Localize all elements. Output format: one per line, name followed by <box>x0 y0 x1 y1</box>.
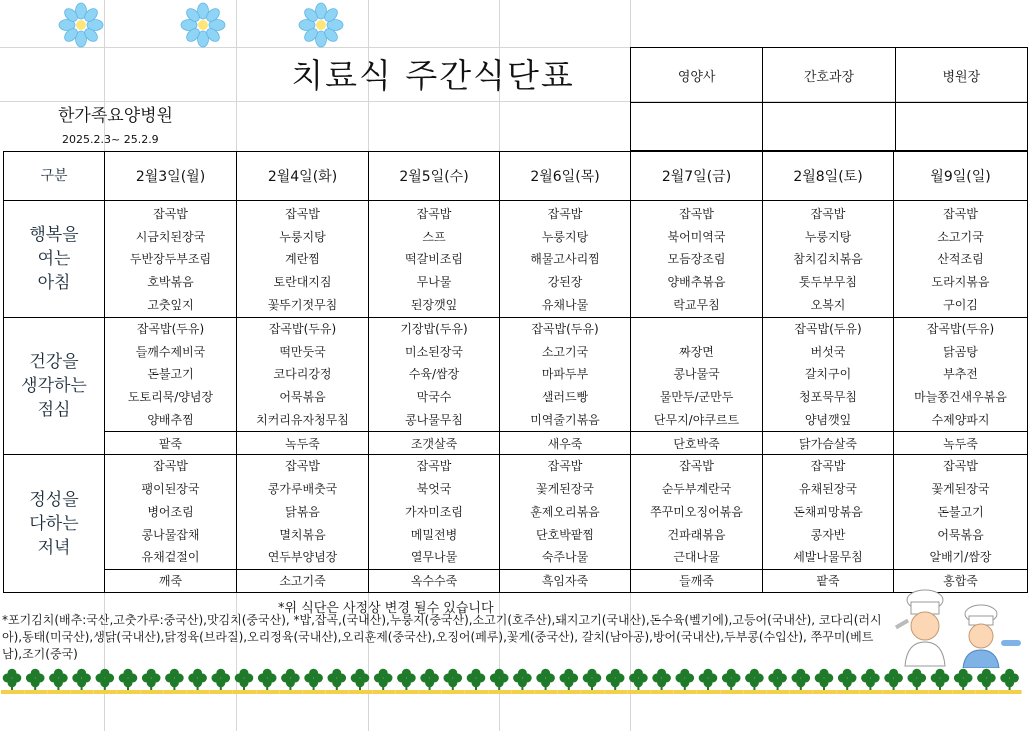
dish-item: 부추전 <box>943 367 978 382</box>
dish-item: 잡곡밥(두유) <box>531 322 599 336</box>
clover-border <box>0 664 1028 700</box>
clover-icon <box>94 669 117 694</box>
dish-item: 훈제오리볶음 <box>530 504 600 519</box>
dish-item: 순두부계란국 <box>661 482 732 497</box>
dish-item: 청포묵무침 <box>799 390 857 405</box>
approval-head-nurse: 간호과장 <box>763 48 895 103</box>
dish-item: 된장깻잎 <box>410 297 458 312</box>
meal-label-line: 행복을 <box>29 225 79 245</box>
meal-label-line: 여는 <box>37 249 71 269</box>
dish-item: 양배추찜 <box>147 412 194 427</box>
porridge-cell: 들깨죽 <box>631 569 763 592</box>
hospital-name: 한가족요양병원 <box>58 106 173 126</box>
clover-icon <box>372 669 395 694</box>
dish-item: 도토리묵/양념장 <box>127 390 214 405</box>
dish-item: 근대나물 <box>673 550 720 565</box>
flower-icon <box>296 2 346 48</box>
dish-item: 잡곡밥 <box>416 207 452 221</box>
dish-item: 북어미역국 <box>667 229 726 244</box>
dish-item: 톳두부무침 <box>799 275 857 290</box>
menu-cell <box>105 455 237 569</box>
porridge-cell: 녹두죽 <box>894 432 1028 455</box>
dish-item: 강된장 <box>547 275 583 290</box>
dish-item: 북엇국 <box>416 482 452 497</box>
approval-director: 병원장 <box>895 48 1027 103</box>
dish-item: 세발나물무침 <box>793 550 863 565</box>
clover-icon <box>1 669 24 694</box>
porridge-cell: 흑임자죽 <box>500 569 631 592</box>
menu-notice: *위 식단은 사정상 변경 될수 있습니다 <box>278 601 494 616</box>
clover-icon <box>883 669 906 694</box>
dish-item: 돈불고기 <box>147 367 194 382</box>
origin-info: *포기김치(배추:국산,고춧가루:중국산),맛김치(중국산), *밥,잡곡,(국내산),누룽지(중국산),소고기(호주산),돼지고기(국내산),돈수육(벨기에),고등어(국내산), 코다리(러시아),동태(미국산),생닭(국내산),닭정육(브라질),오리정육(국내산),오리훈제(중국산),오징어(페루),꽃게(중국산), 갈치(남아공),방어(국내산),두부콩(수입산), 쭈꾸미(베트남),조기(중국) <box>2 613 882 661</box>
dish-item: 코다리강정 <box>273 367 332 382</box>
dish-item: 짜장면 <box>679 344 714 359</box>
day-header: 2월6일(목) <box>500 152 631 201</box>
dish-item: 어묵볶음 <box>937 527 984 542</box>
clover-icon <box>697 669 720 694</box>
clover-icon <box>210 669 233 694</box>
menu-cell <box>631 201 763 318</box>
menu-cell <box>763 318 894 432</box>
dish-item: 돈채피망볶음 <box>793 504 863 519</box>
clover-icon <box>952 669 975 694</box>
meal-label-line: 건강을 <box>29 352 79 373</box>
dish-item: 팽이된장국 <box>141 482 200 497</box>
porridge-cell: 소고기죽 <box>237 569 369 592</box>
clover-icon <box>813 669 836 694</box>
dish-item: 연두부양념장 <box>267 550 338 565</box>
dish-item: 잡곡밥 <box>416 459 452 474</box>
menu-cell <box>105 318 237 432</box>
dish-item: 잡곡밥 <box>679 459 714 474</box>
dish-item: 잡곡밥 <box>679 207 714 221</box>
clover-icon <box>24 669 47 694</box>
clover-icon <box>465 669 488 694</box>
menu-cell <box>369 201 500 318</box>
dish-item: 건파래볶음 <box>667 527 726 542</box>
dish-item: 호박볶음 <box>147 275 194 290</box>
dish-item: 기장밥(두유) <box>400 322 468 336</box>
clover-icon <box>999 669 1022 694</box>
clover-icon <box>303 669 326 694</box>
dish-item: 소고기국 <box>541 344 589 359</box>
clover-icon <box>187 669 210 694</box>
lunch-porridge-row <box>4 432 1028 455</box>
dish-item: 잡곡밥 <box>285 207 320 221</box>
dish-item: 누룽지탕 <box>541 229 589 244</box>
signature-cell[interactable] <box>895 103 1027 151</box>
dish-item: 막국수 <box>416 390 452 405</box>
day-header: 2월8일(토) <box>763 152 894 201</box>
porridge-cell: 옥수수죽 <box>369 569 500 592</box>
dish-item: 잡곡밥 <box>943 459 978 474</box>
dish-item: 수제양파지 <box>931 412 990 427</box>
dish-item: 콩자반 <box>810 527 846 542</box>
dish-item: 잡곡밥 <box>547 459 583 474</box>
weekly-menu-table <box>3 151 1028 593</box>
page-title: 치료식 주간식단표 <box>291 56 575 95</box>
dish-item: 잡곡밥 <box>285 459 320 474</box>
dish-item: 고춧잎지 <box>147 297 194 312</box>
menu-cell <box>631 455 763 569</box>
dish-item: 물만두/군만두 <box>659 390 734 405</box>
day-header-row <box>4 152 1028 201</box>
dish-item: 단무지/야쿠르트 <box>653 412 740 427</box>
dish-item: 유채나물 <box>541 297 589 312</box>
dish-item: 잡곡밥(두유) <box>136 322 205 336</box>
menu-cell <box>894 201 1028 318</box>
meal-label-line: 생각하는 <box>21 376 87 397</box>
porridge-cell: 녹두죽 <box>237 432 369 455</box>
day-header: 월9일(일) <box>894 152 1028 201</box>
menu-cell <box>763 201 894 318</box>
signature-cell[interactable] <box>763 103 895 151</box>
dish-item: 구이김 <box>943 297 978 312</box>
clover-icon <box>790 669 813 694</box>
dish-item: 수육/쌈장 <box>408 367 460 382</box>
dish-item: 열무나물 <box>410 550 458 565</box>
breakfast-row <box>4 201 1028 318</box>
flower-icon <box>178 2 228 48</box>
clover-icon <box>488 669 511 694</box>
clover-icon <box>419 669 442 694</box>
meal-label-line: 다하는 <box>29 513 79 534</box>
dinner-porridge-row <box>4 569 1028 592</box>
dish-item: 양념깻잎 <box>804 412 852 427</box>
dish-item: 토란대지짐 <box>273 275 332 290</box>
dish-item: 콩나물국 <box>673 367 720 382</box>
dish-item: 치커리유자청무침 <box>256 412 349 427</box>
lunch-row <box>4 318 1028 432</box>
dish-item: 마파두부 <box>541 367 589 382</box>
meal-label-line: 정성을 <box>29 489 79 510</box>
porridge-cell: 닭가슴살죽 <box>763 432 894 455</box>
dish-item: 도라지볶음 <box>931 275 990 290</box>
dish-item: 시금치된장국 <box>135 229 206 244</box>
dish-item: 닭볶음 <box>285 504 320 519</box>
dish-item: 잡곡밥 <box>943 207 978 221</box>
dish-item: 두반장두부조림 <box>129 252 212 267</box>
clover-icon <box>256 669 279 694</box>
dish-item: 참치김치볶음 <box>793 252 863 267</box>
menu-period: 2025.2.3~ 25.2.9 <box>62 133 159 146</box>
dish-item: 들깨수제비국 <box>135 344 206 359</box>
dish-item: 잡곡밥 <box>810 459 846 474</box>
menu-cell <box>105 201 237 318</box>
dish-item: 잡곡밥 <box>810 207 846 221</box>
dish-item: 닭곰탕 <box>943 344 978 359</box>
clover-icon <box>71 669 94 694</box>
dish-item: 무나물 <box>416 275 452 290</box>
dish-item: 잡곡밥(두유) <box>268 322 337 336</box>
clover-icon <box>674 669 697 694</box>
clover-icon <box>47 669 70 694</box>
dish-item: 콩나물무침 <box>405 412 463 427</box>
meal-label-line: 점심 <box>37 400 71 421</box>
clover-icon <box>627 669 650 694</box>
dish-item: 유채된장국 <box>799 482 857 497</box>
flower-icon <box>56 2 106 48</box>
signature-cell[interactable] <box>631 103 763 151</box>
dish-item: 알배기/쌈장 <box>929 550 992 565</box>
meal-label <box>4 318 105 455</box>
menu-cell <box>894 455 1028 569</box>
porridge-cell: 팥죽 <box>763 569 894 592</box>
menu-cell <box>369 318 500 432</box>
approval-dietitian: 영양사 <box>631 48 763 103</box>
porridge-cell: 팥죽 <box>105 432 237 455</box>
dish-item: 잡곡밥(두유) <box>794 322 862 336</box>
dish-item: 누룽지탕 <box>279 229 326 244</box>
clover-icon <box>906 669 929 694</box>
clover-icon <box>743 669 766 694</box>
meal-label-line: 아침 <box>37 273 71 293</box>
dish-item: 꽃게된장국 <box>931 482 990 497</box>
menu-cell <box>500 318 631 432</box>
chef-illustration-icon <box>893 588 1023 668</box>
clover-icon <box>581 669 604 694</box>
dish-item: 갈치구이 <box>804 367 852 382</box>
clover-icon <box>558 669 581 694</box>
dish-item: 락교무침 <box>673 297 720 312</box>
clover-icon <box>233 669 256 694</box>
dish-item: 미소된장국 <box>405 344 463 359</box>
menu-cell <box>369 455 500 569</box>
menu-cell <box>237 201 369 318</box>
dish-item: 누룽지탕 <box>804 229 852 244</box>
dish-item: 단호박팥찜 <box>536 527 594 542</box>
clover-icon <box>326 669 349 694</box>
dish-item: 잡곡밥(두유) <box>926 322 995 336</box>
clover-icon <box>117 669 140 694</box>
dish-item: 잡곡밥 <box>547 207 583 221</box>
dish-item <box>631 318 762 341</box>
dish-item: 모듬장조림 <box>667 252 726 267</box>
clover-icon <box>442 669 465 694</box>
meal-label-line: 저녁 <box>37 537 71 558</box>
menu-cell <box>763 455 894 569</box>
day-header: 2월4일(화) <box>237 152 369 201</box>
dish-item: 돈불고기 <box>937 504 984 519</box>
porridge-cell: 새우죽 <box>500 432 631 455</box>
dish-item: 계란찜 <box>285 252 320 267</box>
clover-icon <box>651 669 674 694</box>
menu-cell <box>237 455 369 569</box>
clover-icon <box>767 669 790 694</box>
menu-cell <box>500 455 631 569</box>
menu-cell <box>631 318 763 432</box>
porridge-cell: 홍합죽 <box>894 569 1028 592</box>
dish-item: 병어조림 <box>147 504 194 519</box>
dish-item: 오복지 <box>810 297 846 312</box>
day-header: 2월5일(수) <box>369 152 500 201</box>
dish-item: 유채겉절이 <box>141 550 200 565</box>
day-header: 2월3일(월) <box>105 152 237 201</box>
dish-item: 어묵볶음 <box>279 390 326 405</box>
day-header: 2월7일(금) <box>631 152 763 201</box>
dish-item: 숙주나물 <box>541 550 589 565</box>
menu-cell <box>894 318 1028 432</box>
meal-label <box>4 455 105 592</box>
clover-icon <box>604 669 627 694</box>
menu-cell <box>500 201 631 318</box>
porridge-cell: 단호박죽 <box>631 432 763 455</box>
clover-icon <box>511 669 534 694</box>
dish-item: 미역줄기볶음 <box>530 412 600 427</box>
dish-item: 스프 <box>422 229 446 244</box>
dish-item: 가자미조림 <box>405 504 463 519</box>
dish-item: 쭈꾸미오징어볶음 <box>650 504 743 519</box>
dinner-row <box>4 455 1028 569</box>
dish-item: 마늘쫑건새우볶음 <box>914 390 1007 405</box>
clover-icon <box>140 669 163 694</box>
meal-label <box>4 201 105 318</box>
porridge-cell: 깨죽 <box>105 569 237 592</box>
clover-icon <box>349 669 372 694</box>
dish-item: 산적조림 <box>937 252 984 267</box>
dish-item: 버섯국 <box>810 344 846 359</box>
clover-icon <box>279 669 302 694</box>
clover-icon <box>929 669 952 694</box>
porridge-cell: 조갯살죽 <box>369 432 500 455</box>
dish-item: 잡곡밥 <box>153 459 188 474</box>
clover-icon <box>163 669 186 694</box>
clover-icon <box>975 669 998 694</box>
dish-item: 소고기국 <box>937 229 984 244</box>
dish-item: 멸치볶음 <box>279 527 326 542</box>
dish-item: 꽃뚜기젓무침 <box>267 297 338 312</box>
dish-item: 콩가루배춧국 <box>267 482 338 497</box>
clover-icon <box>720 669 743 694</box>
dish-item: 떡갈비조림 <box>405 252 463 267</box>
dish-item: 메밀전병 <box>410 527 458 542</box>
approval-table <box>630 47 1028 151</box>
clover-icon <box>836 669 859 694</box>
dish-item: 샐러드빵 <box>541 390 589 405</box>
clover-icon <box>535 669 558 694</box>
category-header: 구분 <box>4 152 105 201</box>
dish-item: 꽃게된장국 <box>536 482 594 497</box>
clover-icon <box>859 669 882 694</box>
dish-item: 콩나물잡채 <box>141 527 200 542</box>
clover-icon <box>395 669 418 694</box>
dish-item: 해물고사리찜 <box>530 252 600 267</box>
menu-cell <box>237 318 369 432</box>
dish-item: 잡곡밥 <box>153 207 188 221</box>
dish-item: 양배추볶음 <box>667 275 726 290</box>
dish-item: 떡만둣국 <box>279 344 326 359</box>
